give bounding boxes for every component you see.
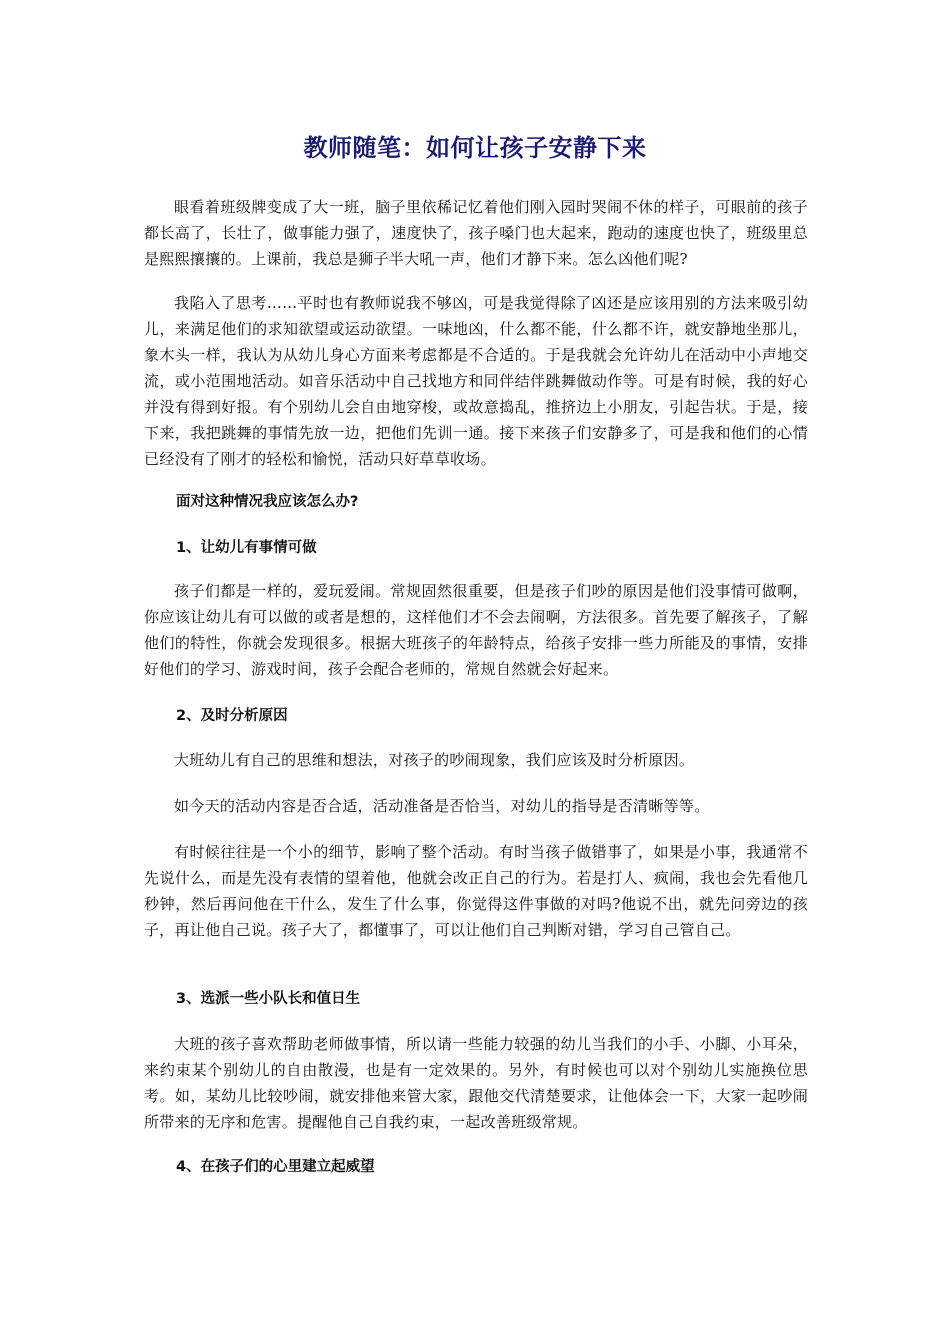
section-heading-1: 1、让幼儿有事情可做 — [176, 540, 317, 556]
section-heading-2: 2、及时分析原因 — [176, 708, 288, 724]
paragraph-reflection: 我陷入了思考……平时也有教师说我不够凶，可是我觉得除了凶还是应该用别的方法来吸引幼儿，来满足他们的求知欲望或运动欲望。一味地凶，什么都不能，什么都不许，就安静地坐那儿，象木头一样，我认为从幼儿身心方面来考虑都是不合适的。于是我就会允许幼儿在活动中小声地交流，或小范围地活动。如音乐活动中自己找地方和同伴结伴跳舞做动作等。可是有时候，我的好心并没有得到好报。有个别幼儿会自由地穿梭，或故意捣乱，推挤边上小朋友，引起告状。于是，接下来，我把跳舞的事情先放一边，把他们先训一通。接下来孩子们安静多了，可是我和他们的心情已经没有了刚才的轻松和愉悦，活动只好草草收场。 — [144, 294, 808, 468]
paragraph-section-3: 大班的孩子喜欢帮助老师做事情，所以请一些能力较强的幼儿当我们的小手、小脚、小耳朵，来约束某个别幼儿的自由散漫，也是有一定效果的。另外，有时候也可以对个别幼儿实施换位思考。如，某幼儿比较吵闹，就安排他来管大家，跟他交代清楚要求，让他体会一下，大家一起吵闹所带来的无序和危害。提醒他自己自我约束，一起改善班级常规。 — [144, 1035, 808, 1131]
paragraph-section-2c: 有时候往往是一个小的细节，影响了整个活动。有时当孩子做错事了，如果是小事，我通常不先说什么，而是先没有表情的望着他，他就会改正自己的行为。若是打人、疯闹，我也会先看他几秒钟，然后再问他在干什么，发生了什么事，你觉得这件事做的对吗?他说不出，就先问旁边的孩子，再让他自己说。孩子大了，都懂事了，可以让他们自己判断对错，学习自己管自己。 — [144, 843, 808, 939]
paragraph-section-2a: 大班幼儿有自己的思维和想法，对孩子的吵闹现象，我们应该及时分析原因。 — [174, 751, 695, 769]
paragraph-section-1: 孩子们都是一样的，爱玩爱闹。常规固然很重要，但是孩子们吵的原因是他们没事情可做啊，你应该让幼儿有可以做的或者是想的，这样他们才不会去闹啊，方法很多。首先要了解孩子，了解他们的特性，你就会发现很多。根据大班孩子的年龄特点，给孩子安排一些力所能及的事情，安排好他们的学习、游戏时间，孩子会配合老师的，常规自然就会好起来。 — [144, 582, 808, 678]
section-heading-3: 3、选派一些小队长和值日生 — [176, 991, 361, 1007]
question-heading: 面对这种情况我应该怎么办? — [176, 494, 359, 510]
section-heading-4: 4、在孩子们的心里建立起威望 — [176, 1159, 375, 1175]
paragraph-intro: 眼看着班级牌变成了大一班，脑子里依稀记忆着他们刚入园时哭闹不休的样子，可眼前的孩子都长高了，长壮了，做事能力强了，速度快了，孩子嗓门也大起来，跑动的速度也快了，班级里总是熙熙攘攘的。上课前，我总是狮子半大吼一声，他们才静下来。怎么凶他们呢? — [144, 198, 808, 268]
paragraph-section-2b: 如今天的活动内容是否合适，活动准备是否恰当，对幼儿的指导是否清晰等等。 — [174, 797, 710, 815]
document-title: 教师随笔：如何让孩子安静下来 — [303, 134, 647, 162]
